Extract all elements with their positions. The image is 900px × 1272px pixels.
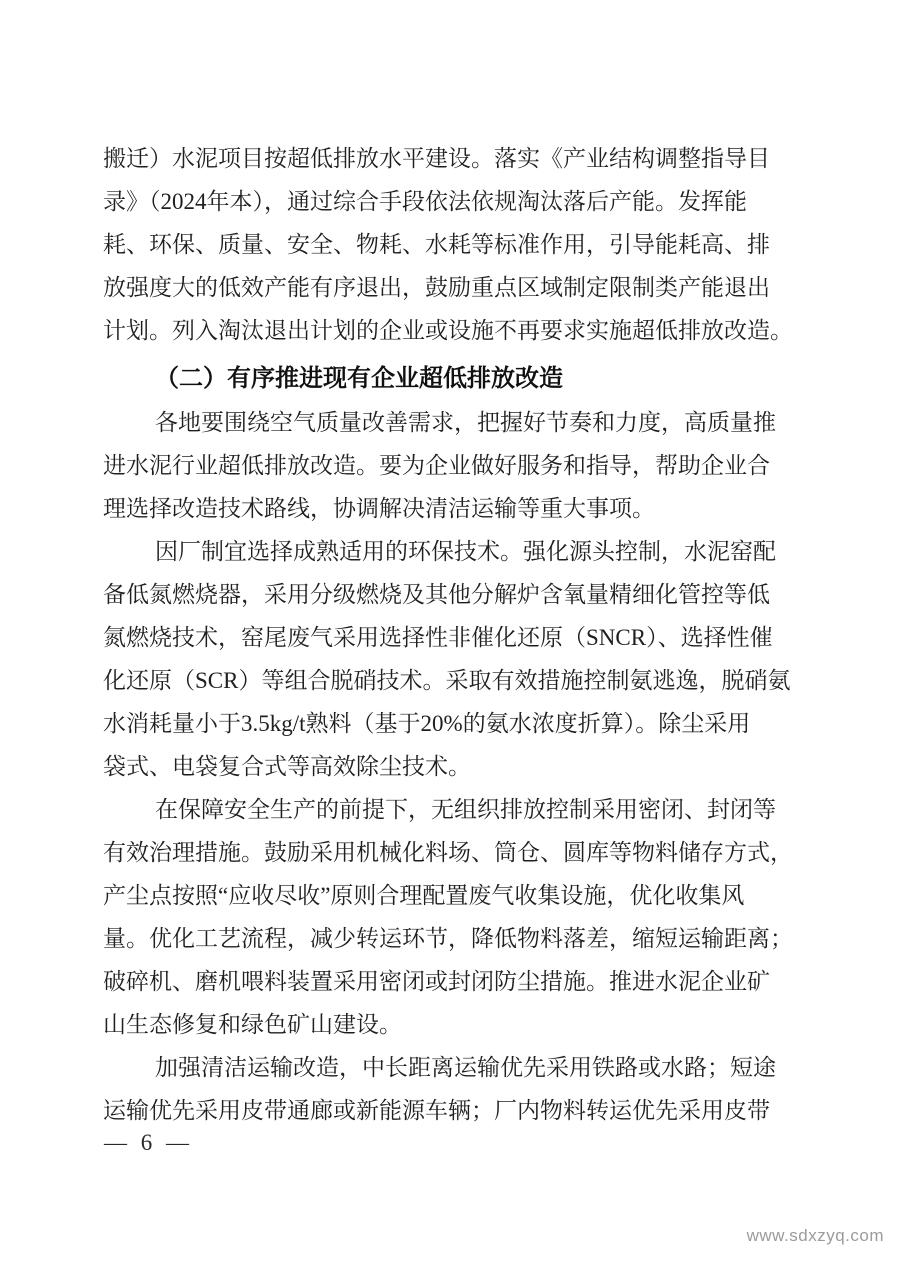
text-line: 有效治理措施。鼓励采用机械化料场、筒仓、圆库等物料储存方式， xyxy=(103,840,793,865)
text-line: 放强度大的低效产能有序退出，鼓励重点区域制定限制类产能退出 xyxy=(103,275,770,300)
text-line: 氮燃烧技术，窑尾废气采用选择性非催化还原（SNCR）、选择性催 xyxy=(103,625,773,650)
text-line: 搬迁）水泥项目按超低排放水平建设。落实《产业结构调整指导目 xyxy=(103,146,770,171)
text-line: 破碎机、磨机喂料装置采用密闭或封闭防尘措施。推进水泥企业矿 xyxy=(103,969,770,994)
text-line: 因厂制宜选择成熟适用的环保技术。强化源头控制，水泥窑配 xyxy=(155,539,776,564)
paragraph xyxy=(103,137,795,352)
section-heading: （二）有序推进现有企业超低排放改造 xyxy=(155,366,563,392)
text-line: 备低氮燃烧器，采用分级燃烧及其他分解炉含氧量精细化管控等低 xyxy=(103,582,770,607)
text-line: 各地要围绕空气质量改善需求，把握好节奏和力度，高质量推 xyxy=(155,410,776,435)
paragraph xyxy=(103,1046,795,1132)
paragraph xyxy=(103,401,795,530)
text-line: 水消耗量小于3.5kg/t熟料（基于20%的氨水浓度折算）。除尘采用 xyxy=(103,711,751,736)
text-line: 耗、环保、质量、安全、物耗、水耗等标准作用，引导能耗高、排 xyxy=(103,232,770,257)
text-line: 计划。列入淘汰退出计划的企业或设施不再要求实施超低排放改造。 xyxy=(103,318,793,343)
text-line: 运输优先采用皮带通廊或新能源车辆；厂内物料转运优先采用皮带 xyxy=(103,1098,770,1123)
text-line: 录》（2024年本），通过综合手段依法依规淘汰落后产能。发挥能 xyxy=(103,189,747,214)
text-line: 量。优化工艺流程，减少转运环节，降低物料落差，缩短运输距离； xyxy=(103,926,793,951)
text-line: 进水泥行业超低排放改造。要为企业做好服务和指导，帮助企业合 xyxy=(103,453,770,478)
document-body xyxy=(103,137,795,1132)
paragraph xyxy=(103,788,795,1046)
text-line: 袋式、电袋复合式等高效除尘技术。 xyxy=(103,754,471,779)
text-line: 化还原（SCR）等组合脱硝技术。采取有效措施控制氨逃逸，脱硝氨 xyxy=(103,668,791,693)
page-number: — 6 — xyxy=(104,1130,193,1155)
text-line: 理选择改造技术路线，协调解决清洁运输等重大事项。 xyxy=(103,496,655,521)
paragraph xyxy=(103,530,795,788)
watermark-url: www.sdxzyq.com xyxy=(746,1226,884,1245)
text-line: 产尘点按照“应收尽收”原则合理配置废气收集设施，优化收集风 xyxy=(103,883,745,908)
text-line: 加强清洁运输改造，中长距离运输优先采用铁路或水路；短途 xyxy=(155,1055,776,1080)
text-line: 山生态修复和绿色矿山建设。 xyxy=(103,1012,402,1037)
text-line: 在保障安全生产的前提下，无组织排放控制采用密闭、封闭等 xyxy=(155,797,776,822)
